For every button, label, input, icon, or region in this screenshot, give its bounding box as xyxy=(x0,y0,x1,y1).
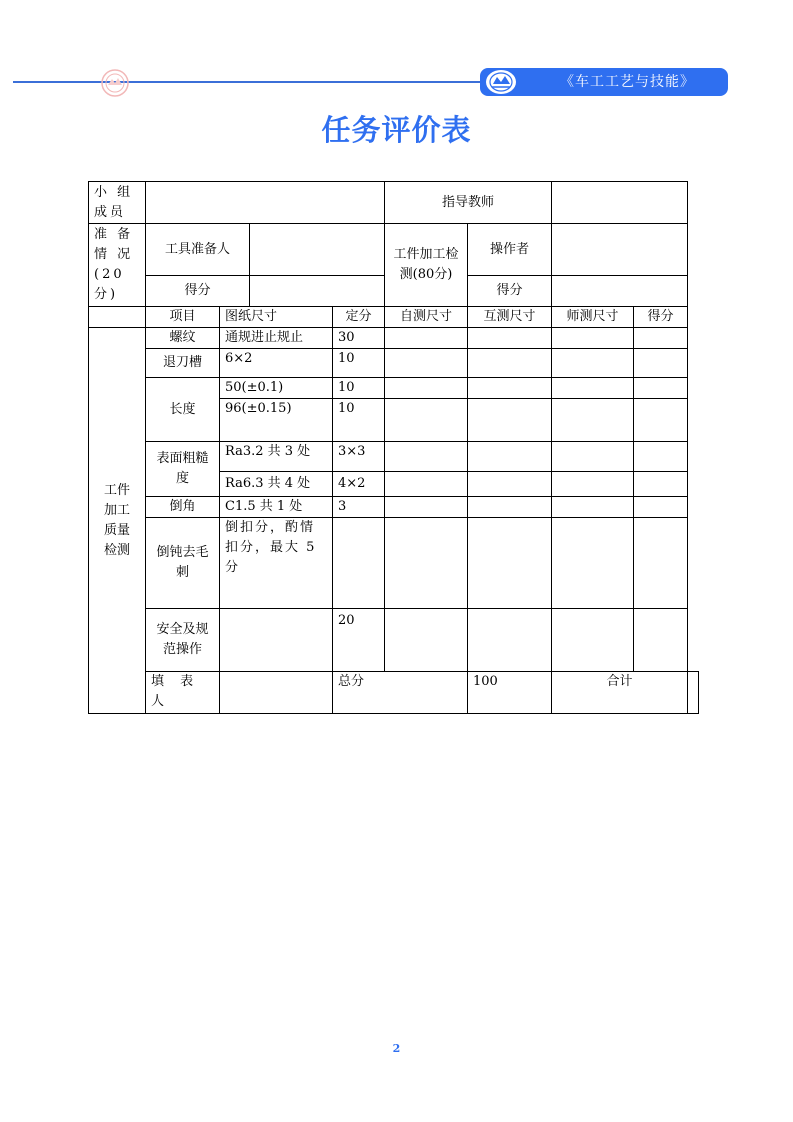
score-cell[interactable] xyxy=(634,497,688,518)
peer-measure-cell[interactable] xyxy=(468,399,552,442)
item-deburr: 倒钝去毛刺 xyxy=(146,518,220,609)
points-thread: 30 xyxy=(333,328,385,349)
peer-measure-cell[interactable] xyxy=(468,328,552,349)
col-header-peer-measure: 互测尺寸 xyxy=(468,307,552,328)
points-safety: 20 xyxy=(333,609,385,672)
self-measure-cell[interactable] xyxy=(385,442,468,472)
self-measure-cell[interactable] xyxy=(385,378,468,399)
tool-prep-person-value[interactable] xyxy=(250,224,385,276)
teacher-measure-cell[interactable] xyxy=(552,472,634,497)
size-roughness-2: Ra6.3 共 4 处 xyxy=(220,472,333,497)
machining-check-label: 工件加工检测(80分) xyxy=(385,224,468,307)
header-rule xyxy=(13,81,493,83)
self-measure-cell[interactable] xyxy=(385,497,468,518)
peer-measure-cell[interactable] xyxy=(468,518,552,609)
page-number: 2 xyxy=(392,1042,401,1055)
score-cell[interactable] xyxy=(634,328,688,349)
col-header-self-measure: 自测尺寸 xyxy=(385,307,468,328)
school-emblem-icon xyxy=(100,68,130,98)
tool-prep-person-label: 工具准备人 xyxy=(146,224,250,276)
prep-score-label: 得分 xyxy=(146,276,250,307)
points-length-2: 10 xyxy=(333,399,385,442)
machining-score-value[interactable] xyxy=(552,276,688,307)
prep-score-value[interactable] xyxy=(250,276,385,307)
score-cell[interactable] xyxy=(634,518,688,609)
operator-value[interactable] xyxy=(552,224,688,276)
item-length: 长度 xyxy=(146,378,220,442)
points-roughness-1: 3×3 xyxy=(333,442,385,472)
operator-label: 操作者 xyxy=(468,224,552,276)
self-measure-cell[interactable] xyxy=(385,349,468,378)
book-title-banner xyxy=(480,68,728,96)
header-blank xyxy=(89,307,146,328)
teacher-measure-cell[interactable] xyxy=(552,378,634,399)
points-deburr xyxy=(333,518,385,609)
score-cell[interactable] xyxy=(634,472,688,497)
size-length-1: 50(±0.1) xyxy=(220,378,333,399)
teacher-measure-cell[interactable] xyxy=(552,349,634,378)
peer-measure-cell[interactable] xyxy=(468,378,552,399)
teacher-measure-cell[interactable] xyxy=(552,609,634,672)
size-groove: 6×2 xyxy=(220,349,333,378)
points-length-1: 10 xyxy=(333,378,385,399)
filler-value[interactable] xyxy=(220,672,333,714)
size-deburr: 倒扣分，酌情扣分，最大 5分 xyxy=(220,518,333,609)
peer-measure-cell[interactable] xyxy=(468,472,552,497)
teacher-measure-cell[interactable] xyxy=(552,328,634,349)
teacher-measure-cell[interactable] xyxy=(552,518,634,609)
points-chamfer: 3 xyxy=(333,497,385,518)
group-members-value[interactable] xyxy=(146,182,385,224)
item-chamfer: 倒角 xyxy=(146,497,220,518)
page-title: 任务评价表 xyxy=(321,113,472,147)
size-roughness-1: Ra3.2 共 3 处 xyxy=(220,442,333,472)
self-measure-cell[interactable] xyxy=(385,472,468,497)
size-safety xyxy=(220,609,333,672)
peer-measure-cell[interactable] xyxy=(468,442,552,472)
points-roughness-2: 4×2 xyxy=(333,472,385,497)
score-cell[interactable] xyxy=(634,378,688,399)
peer-measure-cell[interactable] xyxy=(468,497,552,518)
self-measure-cell[interactable] xyxy=(385,518,468,609)
score-cell[interactable] xyxy=(634,399,688,442)
item-safety: 安全及规范操作 xyxy=(146,609,220,672)
points-groove: 10 xyxy=(333,349,385,378)
col-header-teacher-measure: 师测尺寸 xyxy=(552,307,634,328)
col-header-points: 定分 xyxy=(333,307,385,328)
size-length-2: 96(±0.15) xyxy=(220,399,333,442)
col-header-item: 项目 xyxy=(146,307,220,328)
evaluation-table xyxy=(88,181,699,714)
self-measure-cell[interactable] xyxy=(385,609,468,672)
peer-measure-cell[interactable] xyxy=(468,349,552,378)
filler-label: 填 表 人 xyxy=(146,672,220,714)
col-header-drawing-size: 图纸尺寸 xyxy=(220,307,333,328)
school-emblem-icon xyxy=(484,69,518,95)
item-roughness: 表面粗糙度 xyxy=(146,442,220,497)
item-groove: 退刀槽 xyxy=(146,349,220,378)
teacher-measure-cell[interactable] xyxy=(552,442,634,472)
self-measure-cell[interactable] xyxy=(385,328,468,349)
instructor-label: 指导教师 xyxy=(385,182,552,224)
col-header-score: 得分 xyxy=(634,307,688,328)
sum-label: 合计 xyxy=(552,672,688,714)
score-cell[interactable] xyxy=(634,609,688,672)
sum-value[interactable] xyxy=(688,672,699,714)
size-chamfer: C1.5 共 1 处 xyxy=(220,497,333,518)
peer-measure-cell[interactable] xyxy=(468,609,552,672)
score-cell[interactable] xyxy=(634,349,688,378)
self-measure-cell[interactable] xyxy=(385,399,468,442)
prep-label: 准 备 情 况 (20分) xyxy=(89,224,146,307)
machining-score-label: 得分 xyxy=(468,276,552,307)
total-label: 总分 xyxy=(333,672,468,714)
group-members-label: 小 组 成员 xyxy=(89,182,146,224)
instructor-value[interactable] xyxy=(552,182,688,224)
total-value: 100 xyxy=(468,672,552,714)
teacher-measure-cell[interactable] xyxy=(552,497,634,518)
item-thread: 螺纹 xyxy=(146,328,220,349)
score-cell[interactable] xyxy=(634,442,688,472)
section-label: 工件加工质量检测 xyxy=(89,328,146,714)
book-title: 《车工工艺与技能》 xyxy=(560,74,695,90)
teacher-measure-cell[interactable] xyxy=(552,399,634,442)
size-thread: 通规进止规止 xyxy=(220,328,333,349)
